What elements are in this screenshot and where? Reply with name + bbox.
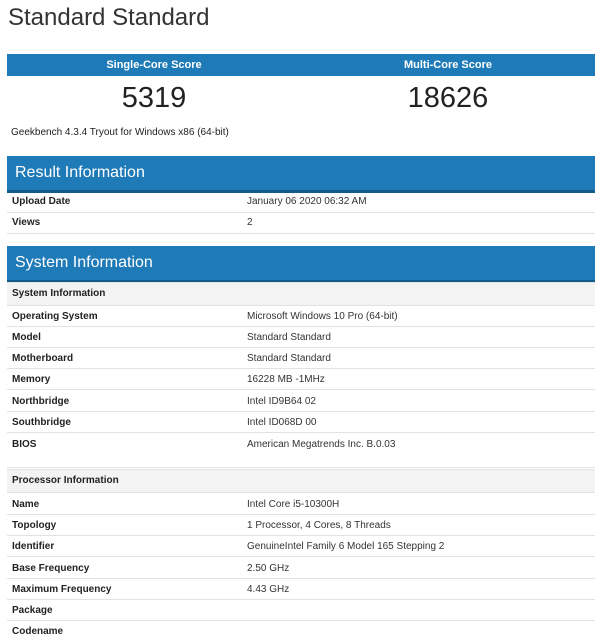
row-value: GenuineIntel Family 6 Model 165 Stepping 2: [247, 541, 445, 552]
system-row: [7, 327, 595, 348]
system-row: [7, 348, 595, 369]
row-key: Codename: [12, 626, 64, 637]
processor-row: [7, 600, 595, 621]
row-key: Northbridge: [12, 396, 70, 407]
result-information-header: Result Information: [7, 156, 595, 193]
row-value: 1 Processor, 4 Cores, 8 Threads: [247, 520, 391, 531]
system-subheader: System Information: [7, 282, 595, 306]
processor-row: [7, 579, 595, 600]
result-row: [7, 192, 595, 213]
row-value: Microsoft Windows 10 Pro (64-bit): [247, 311, 398, 322]
row-key: Memory: [12, 374, 51, 385]
row-key: BIOS: [12, 439, 37, 450]
row-key: Upload Date: [12, 196, 71, 207]
system-information-header: System Information: [7, 246, 595, 283]
row-key: Package: [12, 605, 53, 616]
system-row: [7, 369, 595, 390]
processor-row: [7, 621, 595, 641]
processor-row: [7, 515, 595, 536]
row-value: 16228 MB -1MHz: [247, 374, 325, 385]
system-row: [7, 433, 595, 468]
page-title: Standard Standard: [8, 4, 210, 31]
version-line: Geekbench 4.3.4 Tryout for Windows x86 (64-bit): [11, 127, 229, 138]
processor-subheader: Processor Information: [7, 469, 595, 493]
result-row: [7, 213, 595, 234]
single-core-score: 5319: [121, 82, 187, 114]
row-key: Operating System: [12, 311, 98, 322]
row-value: Intel ID9B64 02: [247, 396, 316, 407]
row-value: Standard Standard: [247, 332, 331, 343]
processor-row: [7, 536, 595, 557]
processor-row: [7, 558, 595, 579]
row-key: Base Frequency: [12, 563, 90, 574]
row-key: Model: [12, 332, 41, 343]
processor-row: [7, 493, 595, 515]
row-key: Identifier: [12, 541, 55, 552]
single-core-label: Single-Core Score: [106, 59, 202, 71]
multi-core-score: 18626: [407, 82, 489, 114]
score-values: [7, 80, 595, 116]
row-value: Standard Standard: [247, 353, 331, 364]
row-key: Views: [12, 217, 41, 228]
row-value: Intel Core i5-10300H: [247, 499, 340, 510]
row-value: American Megatrends Inc. B.0.03: [247, 439, 396, 450]
system-row: [7, 412, 595, 433]
row-key: Maximum Frequency: [12, 584, 112, 595]
system-row: [7, 306, 595, 327]
row-value: Intel ID068D 00: [247, 417, 317, 428]
multi-core-label: Multi-Core Score: [403, 59, 492, 71]
row-key: Southbridge: [12, 417, 71, 428]
row-value: 2: [247, 217, 253, 228]
row-value: January 06 2020 06:32 AM: [247, 196, 367, 207]
row-key: Topology: [12, 520, 57, 531]
system-row: [7, 391, 595, 412]
score-header: [7, 54, 595, 76]
row-key: Name: [12, 499, 40, 510]
row-value: 2.50 GHz: [247, 563, 290, 574]
row-key: Motherboard: [12, 353, 74, 364]
row-value: 4.43 GHz: [247, 584, 290, 595]
